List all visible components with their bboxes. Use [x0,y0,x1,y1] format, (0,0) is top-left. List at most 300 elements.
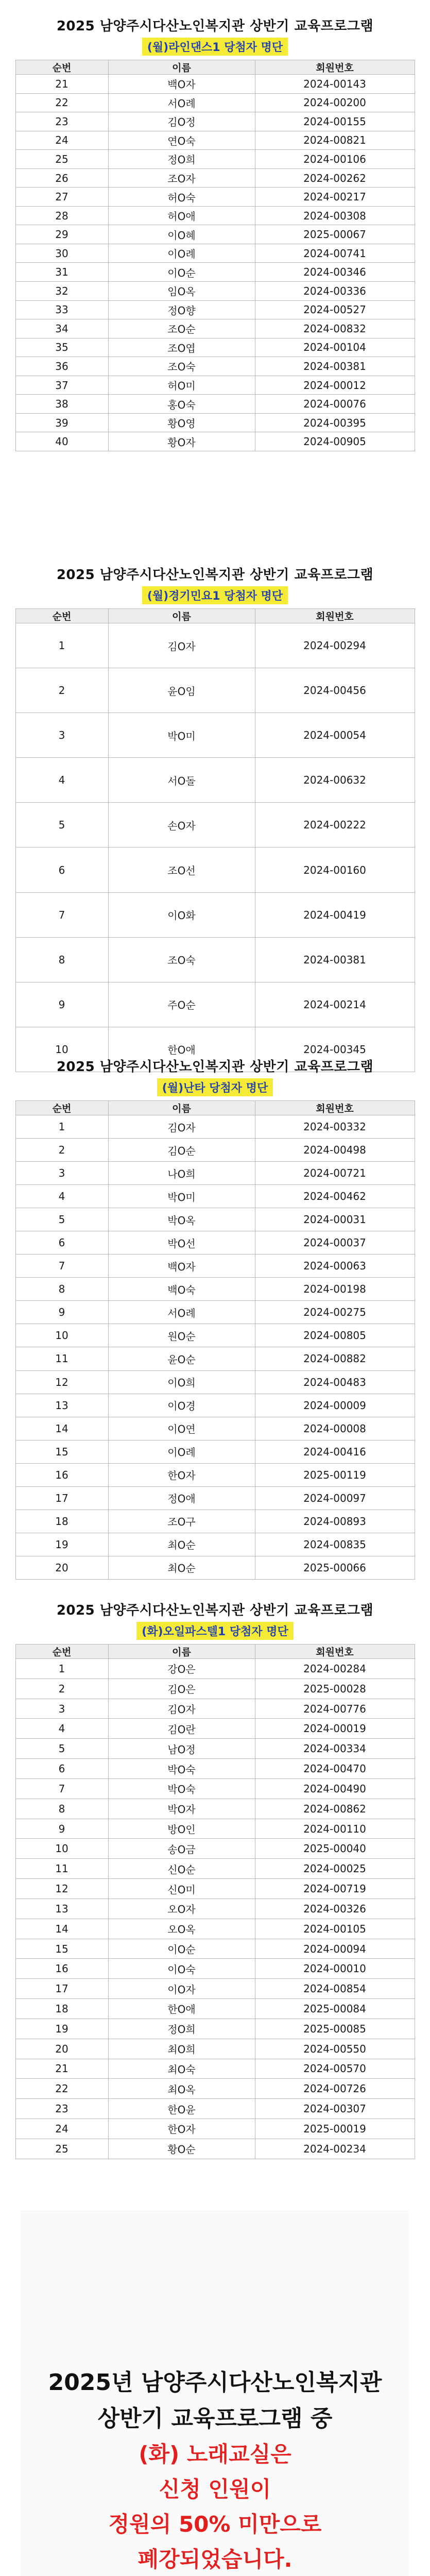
cell-name: 한O애 [108,1999,255,2019]
cell-name: 윤O순 [108,1347,255,1370]
roster-table [15,60,415,451]
cell-name: 김O란 [108,1719,255,1739]
cell-member-id: 2024-00234 [255,2139,415,2159]
table-row [15,848,415,892]
table-row [15,1115,415,1139]
notice-line: 상반기 교육프로그램 중 [97,2405,333,2432]
col-header-member-id: 회원번호 [255,609,415,623]
table-row [15,2019,415,2039]
table-row [15,1324,415,1347]
cell-name: 허O미 [108,376,255,395]
table-header-row [15,1101,415,1115]
cell-number: 1 [15,1659,108,1679]
cell-member-id: 2024-00160 [255,848,415,892]
cell-member-id: 2024-00346 [255,263,415,282]
cell-member-id: 2024-00275 [255,1301,415,1324]
cell-name: 한O애 [108,1027,255,1072]
table-row [15,1799,415,1819]
cell-number: 36 [15,357,108,376]
table-row [15,1959,415,1979]
cell-name: 조O숙 [108,357,255,376]
cell-member-id: 2024-00854 [255,1979,415,1999]
col-header-name: 이름 [108,609,255,623]
cell-number: 25 [15,2139,108,2159]
roster-table [15,608,415,1072]
table-row [15,75,415,94]
cell-member-id: 2025-00066 [255,1556,415,1579]
cell-number: 20 [15,2039,108,2059]
cell-name: 원O순 [108,1324,255,1347]
table-row [15,1301,415,1324]
cell-number: 19 [15,2019,108,2039]
cell-number: 19 [15,1533,108,1556]
cell-number: 22 [15,93,108,112]
cell-number: 4 [15,758,108,803]
cell-member-id: 2024-00882 [255,1347,415,1370]
cell-number: 23 [15,112,108,131]
cell-member-id: 2024-00308 [255,206,415,225]
table-row [15,1719,415,1739]
table-row [15,1440,415,1463]
table-row [15,1394,415,1417]
cell-name: 정O애 [108,1486,255,1510]
cell-member-id: 2024-00307 [255,2099,415,2119]
table-row [15,1859,415,1879]
table-header-row [15,609,415,623]
cell-number: 15 [15,1440,108,1463]
table-row [15,982,415,1027]
table-row [15,432,415,451]
cell-number: 37 [15,376,108,395]
cell-number: 3 [15,1162,108,1185]
cell-name: 나O희 [108,1162,255,1185]
cell-name: 조O엽 [108,338,255,357]
cell-number: 1 [15,623,108,668]
cell-number: 21 [15,2059,108,2079]
table-row [15,623,415,668]
cell-number: 12 [15,1370,108,1394]
cell-number: 21 [15,75,108,94]
table-row [15,338,415,357]
cell-member-id: 2024-00550 [255,2039,415,2059]
cell-number: 6 [15,1231,108,1255]
cell-member-id: 2024-00381 [255,937,415,982]
cell-member-id: 2024-00214 [255,982,415,1027]
table-row [15,1255,415,1278]
cell-name: 이O례 [108,1440,255,1463]
table-row [15,244,415,263]
table-row [15,225,415,244]
cell-number: 24 [15,131,108,150]
cell-member-id: 2024-00721 [255,1162,415,1185]
table-row [15,1699,415,1719]
cell-member-id: 2024-00334 [255,1739,415,1759]
table-row [15,1679,415,1699]
cell-number: 2 [15,1139,108,1162]
cell-number: 15 [15,1939,108,1959]
cell-number: 28 [15,206,108,225]
table-row [15,1739,415,1759]
cell-member-id: 2024-00821 [255,131,415,150]
table-row [15,1939,415,1959]
table-row [15,413,415,432]
col-header-number: 순번 [15,609,108,623]
cell-member-id: 2025-00019 [255,2119,415,2139]
cell-member-id: 2024-00776 [255,1699,415,1719]
table-row [15,188,415,207]
cell-number: 9 [15,1819,108,1839]
cell-member-id: 2024-00498 [255,1139,415,1162]
cell-member-id: 2024-00462 [255,1185,415,1208]
cell-member-id: 2024-00862 [255,1799,415,1819]
cell-member-id: 2024-00419 [255,892,415,937]
cell-number: 11 [15,1859,108,1879]
cell-number: 17 [15,1486,108,1510]
table-row [15,2119,415,2139]
cell-name: 박O숙 [108,1778,255,1799]
cell-member-id: 2024-00054 [255,713,415,758]
cell-member-id: 2025-00040 [255,1839,415,1859]
cell-number: 30 [15,244,108,263]
notice-line: 폐강되었습니다. [137,2547,293,2572]
cell-name: 백O자 [108,75,255,94]
table-row [15,1463,415,1486]
table-row [15,1879,415,1899]
cell-name: 황O영 [108,413,255,432]
cell-name: 윤O임 [108,668,255,713]
cell-name: 서O례 [108,1301,255,1324]
cell-name: 조O선 [108,848,255,892]
cell-number: 10 [15,1027,108,1072]
cell-number: 12 [15,1879,108,1899]
table-row [15,1659,415,1679]
cell-name: 이O화 [108,892,255,937]
cell-member-id: 2024-00456 [255,668,415,713]
cell-number: 25 [15,150,108,169]
cell-member-id: 2024-00063 [255,1255,415,1278]
table-row [15,1819,415,1839]
cell-name: 최O순 [108,1533,255,1556]
cell-member-id: 2024-00326 [255,1899,415,1919]
cell-member-id: 2024-00198 [255,1278,415,1301]
cell-name: 최O숙 [108,2059,255,2079]
table-row [15,2059,415,2079]
table-row [15,206,415,225]
cell-name: 김O정 [108,112,255,131]
cell-member-id: 2024-00008 [255,1417,415,1440]
cell-name: 한O자 [108,1463,255,1486]
cell-number: 7 [15,1778,108,1799]
cell-member-id: 2024-00905 [255,432,415,451]
cell-name: 이O희 [108,1370,255,1394]
cell-member-id: 2024-00025 [255,1859,415,1879]
cell-member-id: 2024-00110 [255,1819,415,1839]
roster-table [15,1100,415,1580]
cell-member-id: 2024-00104 [255,338,415,357]
cell-name: 남O정 [108,1739,255,1759]
cell-number: 22 [15,2079,108,2099]
table-row [15,1778,415,1799]
cell-number: 27 [15,188,108,207]
section-line-dance-1 [0,15,430,451]
section-title: 2025 남양주시다산노인복지관 상반기 교육프로그램 [56,1603,374,1618]
cell-name: 김O순 [108,1139,255,1162]
table-row [15,1486,415,1510]
table-row [15,357,415,376]
cell-number: 10 [15,1324,108,1347]
cell-member-id: 2024-00527 [255,300,415,319]
cell-name: 최O순 [108,1556,255,1579]
table-row [15,1839,415,1859]
table-row [15,758,415,803]
cell-number: 40 [15,432,108,451]
cell-member-id: 2024-00222 [255,803,415,848]
cell-name: 조O자 [108,168,255,188]
table-row [15,1417,415,1440]
table-row [15,713,415,758]
cell-member-id: 2024-00832 [255,319,415,338]
notice-line: (화) 노래교실은 [139,2442,291,2467]
table-row [15,2099,415,2119]
cell-number: 4 [15,1185,108,1208]
table-row [15,1208,415,1231]
table-row [15,1759,415,1779]
section-subtitle: (화)오일파스텔1 당첨자 명단 [136,1622,294,1640]
cell-name: 백O숙 [108,1278,255,1301]
table-row [15,1999,415,2019]
table-row [15,168,415,188]
cell-member-id: 2024-00835 [255,1533,415,1556]
table-row [15,150,415,169]
cell-number: 5 [15,1739,108,1759]
cell-member-id: 2024-00345 [255,1027,415,1072]
cell-number: 13 [15,1394,108,1417]
cell-member-id: 2024-00332 [255,1115,415,1139]
cell-number: 13 [15,1899,108,1919]
cell-name: 박O미 [108,713,255,758]
cell-number: 33 [15,300,108,319]
cell-name: 이O경 [108,1394,255,1417]
cell-number: 14 [15,1417,108,1440]
cell-name: 연O숙 [108,131,255,150]
table-row [15,282,415,301]
cell-name: 이O숙 [108,1959,255,1979]
cell-member-id: 2024-00262 [255,168,415,188]
cell-name: 강O은 [108,1659,255,1679]
cell-name: 김O자 [108,1699,255,1719]
table-row [15,1979,415,1999]
notice-line: 2025년 남양주시다산노인복지관 [48,2369,382,2396]
cell-member-id: 2024-00106 [255,150,415,169]
cell-name: 황O자 [108,432,255,451]
table-row [15,112,415,131]
table-row [15,1510,415,1533]
cell-number: 7 [15,892,108,937]
section-title: 2025 남양주시다산노인복지관 상반기 교육프로그램 [56,567,374,583]
cell-member-id: 2024-00336 [255,282,415,301]
cell-member-id: 2024-00483 [255,1370,415,1394]
cell-name: 송O금 [108,1839,255,1859]
cell-name: 정O희 [108,150,255,169]
table-row [15,93,415,112]
table-row [15,803,415,848]
cell-number: 16 [15,1959,108,1979]
col-header-name: 이름 [108,60,255,75]
table-row [15,1370,415,1394]
cell-number: 8 [15,1278,108,1301]
cell-name: 최O희 [108,2039,255,2059]
cell-name: 한O윤 [108,2099,255,2119]
table-row [15,668,415,713]
cell-number: 8 [15,1799,108,1819]
table-row [15,2079,415,2099]
cell-member-id: 2024-00570 [255,2059,415,2079]
table-row [15,1278,415,1301]
cell-number: 39 [15,413,108,432]
cell-name: 박O숙 [108,1759,255,1779]
table-row [15,1556,415,1579]
col-header-member-id: 회원번호 [255,1101,415,1115]
col-header-name: 이름 [108,1645,255,1659]
cell-number: 3 [15,1699,108,1719]
cell-name: 주O순 [108,982,255,1027]
cell-member-id: 2024-00143 [255,75,415,94]
table-row [15,892,415,937]
cell-number: 17 [15,1979,108,1999]
cell-member-id: 2024-00097 [255,1486,415,1510]
cell-number: 5 [15,1208,108,1231]
col-header-number: 순번 [15,1101,108,1115]
cell-name: 이O례 [108,244,255,263]
cell-name: 이O순 [108,1939,255,1959]
table-row [15,395,415,414]
cell-number: 35 [15,338,108,357]
cell-member-id: 2024-00094 [255,1939,415,1959]
cell-member-id: 2024-00805 [255,1324,415,1347]
cell-number: 2 [15,668,108,713]
cell-member-id: 2025-00028 [255,1679,415,1699]
table-row [15,300,415,319]
cell-member-id: 2025-00084 [255,1999,415,2019]
table-row [15,1899,415,1919]
cell-member-id: 2024-00076 [255,395,415,414]
section-oil-pastel-1 [0,1600,430,2159]
cell-member-id: 2024-00037 [255,1231,415,1255]
cell-number: 24 [15,2119,108,2139]
section-subtitle: (월)라인댄스1 당첨자 명단 [142,38,288,56]
cell-member-id: 2024-00381 [255,357,415,376]
notice-line: 정원의 50% 미만으로 [108,2512,322,2537]
cell-name: 서O례 [108,93,255,112]
cell-member-id: 2024-00105 [255,1919,415,1939]
class-cancellation-notice [21,2210,409,2576]
cell-name: 김O자 [108,1115,255,1139]
cell-member-id: 2024-00010 [255,1959,415,1979]
cell-name: 이O순 [108,263,255,282]
table-row [15,2139,415,2159]
cell-number: 16 [15,1463,108,1486]
cell-name: 이O혜 [108,225,255,244]
cell-member-id: 2024-00490 [255,1778,415,1799]
cell-member-id: 2024-00284 [255,1659,415,1679]
cell-number: 31 [15,263,108,282]
cell-number: 9 [15,1301,108,1324]
cell-member-id: 2025-00067 [255,225,415,244]
cell-number: 20 [15,1556,108,1579]
cell-name: 박O선 [108,1231,255,1255]
notice-line: 신청 인원이 [159,2477,271,2502]
cell-name: 정O희 [108,2019,255,2039]
cell-member-id: 2024-00200 [255,93,415,112]
cell-number: 8 [15,937,108,982]
cell-member-id: 2024-00294 [255,623,415,668]
cell-name: 서O돌 [108,758,255,803]
section-folk-song-1 [0,564,430,1072]
cell-number: 7 [15,1255,108,1278]
cell-number: 18 [15,1999,108,2019]
cell-name: 오O옥 [108,1919,255,1939]
cell-member-id: 2024-00470 [255,1759,415,1779]
cell-name: 허O숙 [108,188,255,207]
cell-name: 신O미 [108,1879,255,1899]
cell-number: 11 [15,1347,108,1370]
cell-member-id: 2024-00012 [255,376,415,395]
table-row [15,319,415,338]
cell-member-id: 2025-00119 [255,1463,415,1486]
cell-name: 백O자 [108,1255,255,1278]
cell-name: 신O순 [108,1859,255,1879]
cell-member-id: 2024-00632 [255,758,415,803]
cell-number: 2 [15,1679,108,1699]
cell-name: 박O옥 [108,1208,255,1231]
cell-member-id: 2024-00893 [255,1510,415,1533]
cell-name: 황O순 [108,2139,255,2159]
cell-number: 32 [15,282,108,301]
table-row [15,2039,415,2059]
table-row [15,1139,415,1162]
cell-number: 14 [15,1919,108,1939]
cell-number: 34 [15,319,108,338]
cell-member-id: 2024-00741 [255,244,415,263]
cell-member-id: 2024-00726 [255,2079,415,2099]
cell-name: 박O자 [108,1799,255,1819]
cell-number: 6 [15,848,108,892]
cell-member-id: 2024-00416 [255,1440,415,1463]
cell-number: 1 [15,1115,108,1139]
table-header-row [15,60,415,75]
table-row [15,1162,415,1185]
table-row [15,263,415,282]
table-row [15,1533,415,1556]
cell-name: 최O옥 [108,2079,255,2099]
cell-number: 9 [15,982,108,1027]
cell-name: 정O향 [108,300,255,319]
cell-name: 임O옥 [108,282,255,301]
cell-number: 26 [15,168,108,188]
table-row [15,937,415,982]
cell-name: 조O숙 [108,937,255,982]
table-header-row [15,1645,415,1659]
cell-member-id: 2024-00155 [255,112,415,131]
cell-name: 한O자 [108,2119,255,2139]
table-row [15,1185,415,1208]
cell-member-id: 2024-00395 [255,413,415,432]
cell-name: 손O자 [108,803,255,848]
section-title: 2025 남양주시다산노인복지관 상반기 교육프로그램 [56,19,374,34]
cell-name: 박O미 [108,1185,255,1208]
cell-name: 이O자 [108,1979,255,1999]
table-row [15,1919,415,1939]
